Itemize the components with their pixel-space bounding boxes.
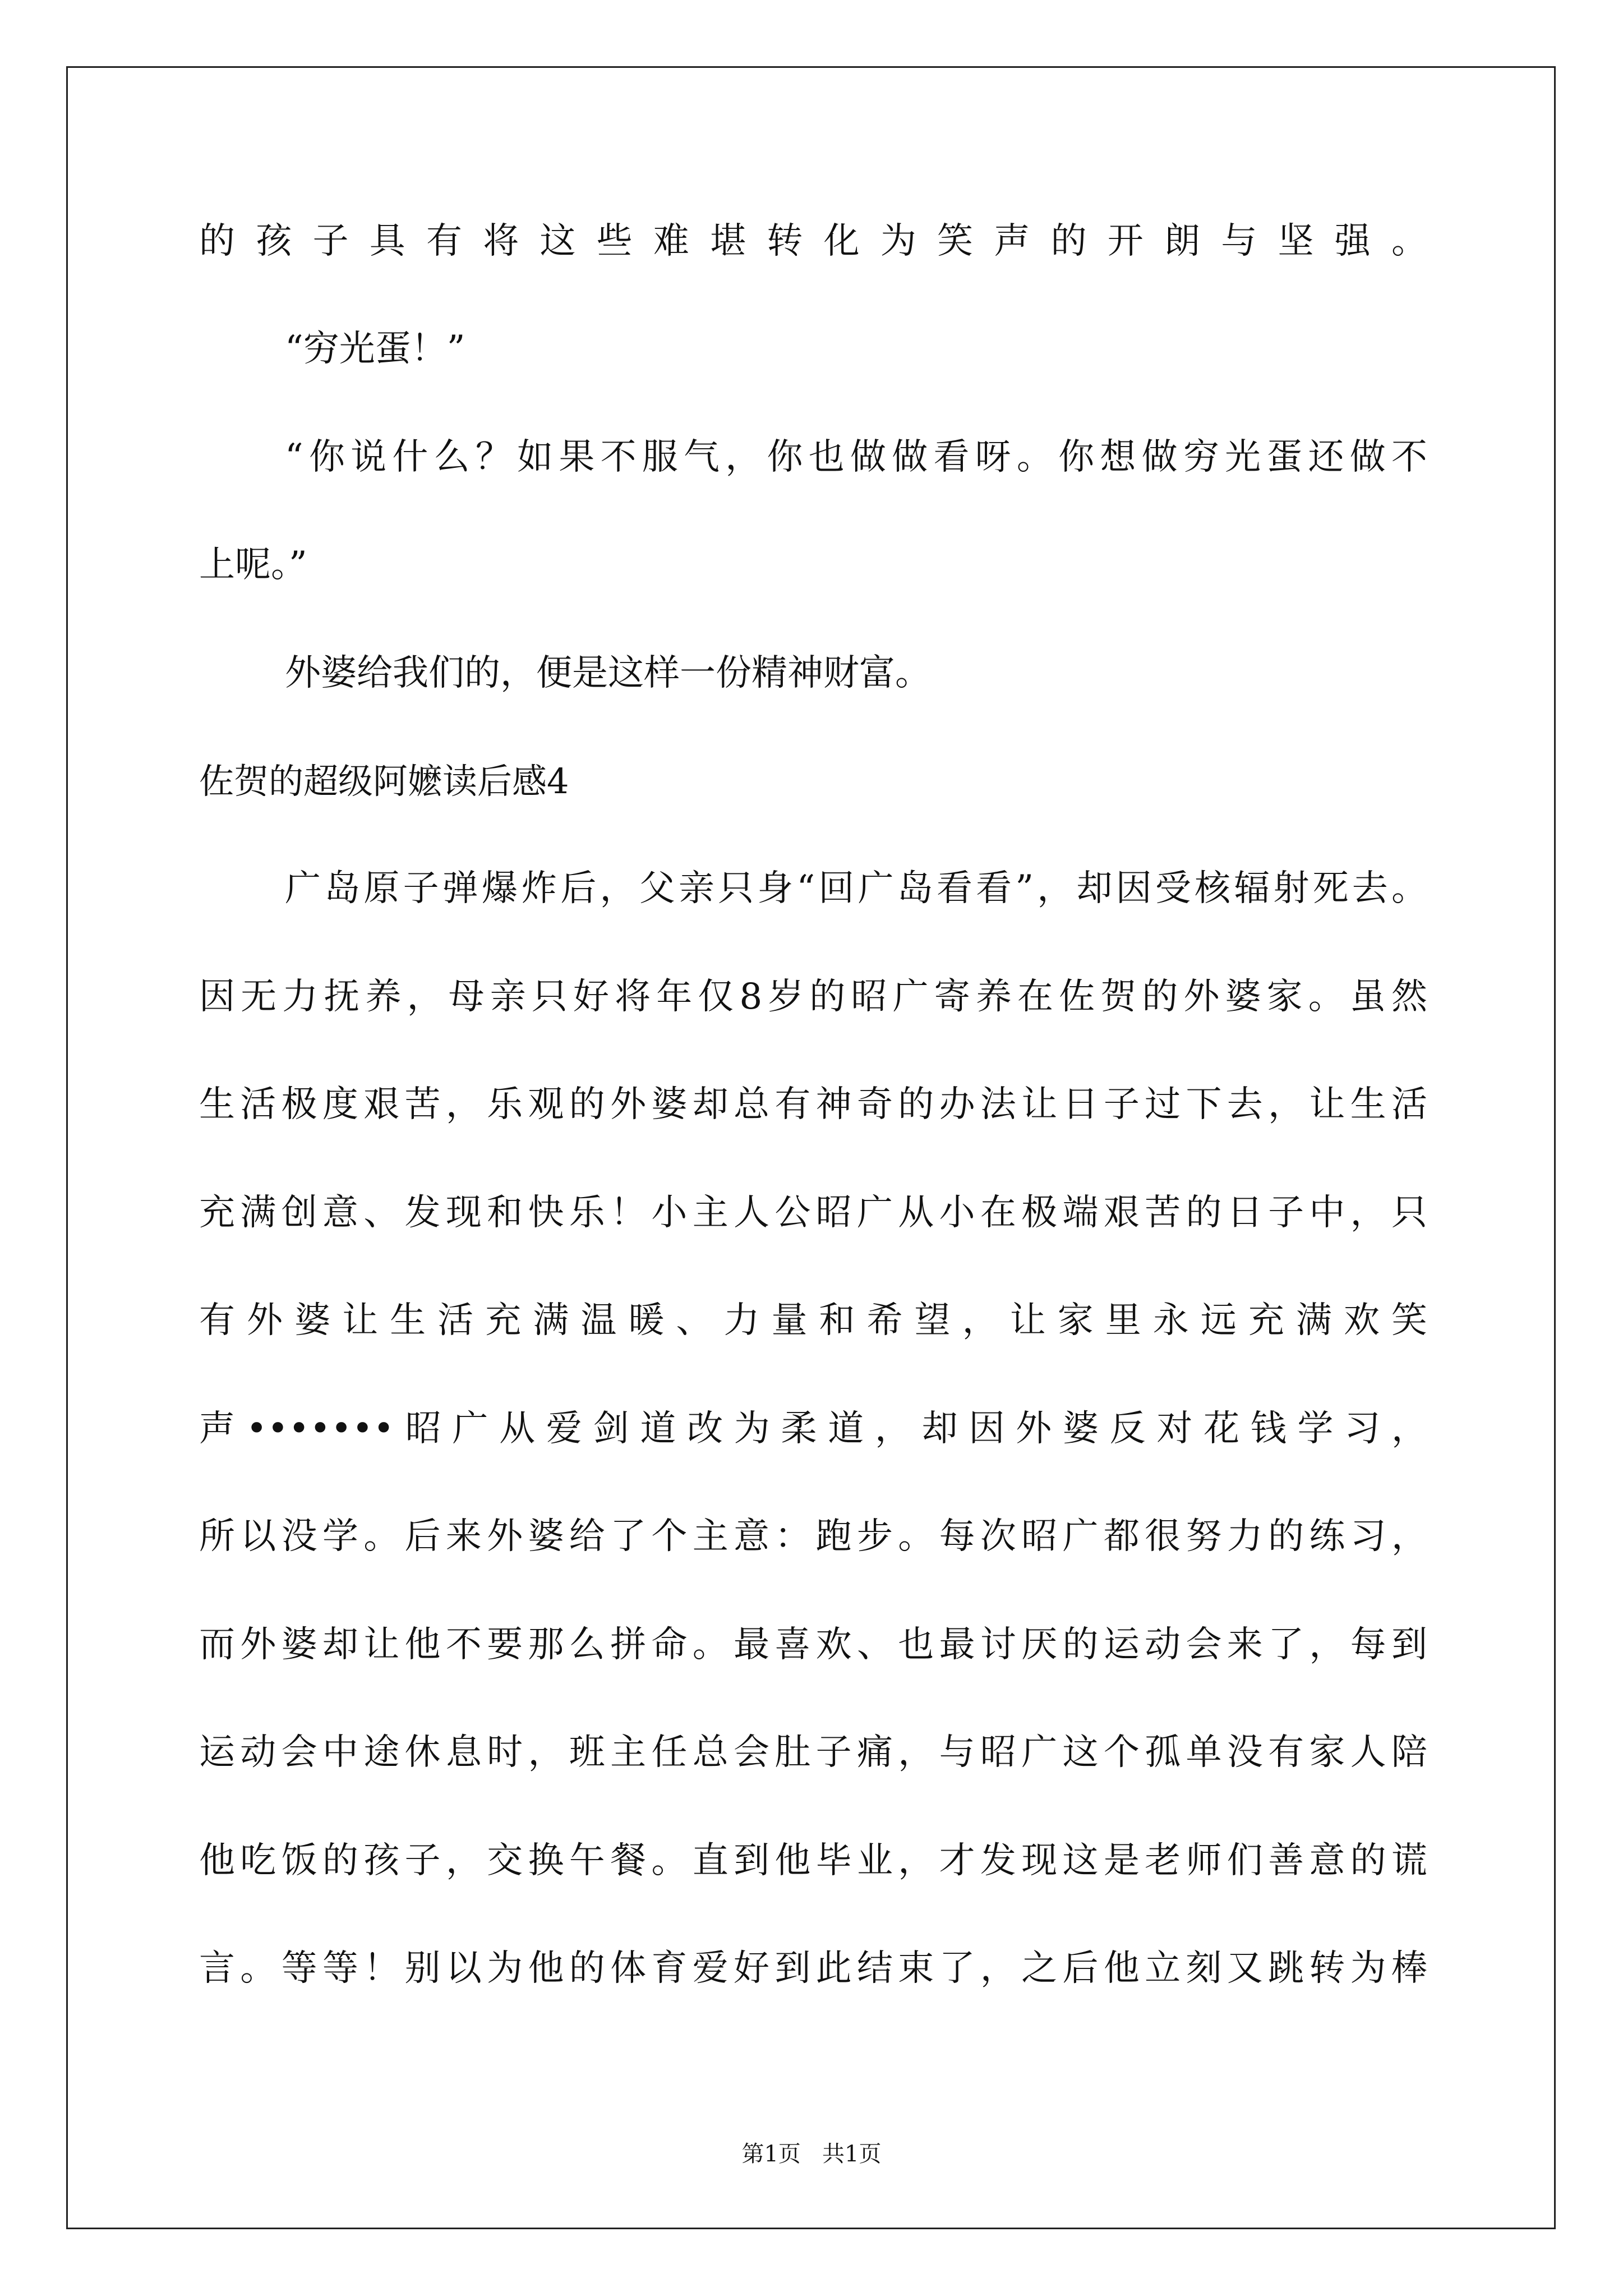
text-line: “你说什么？如果不服气，你也做做看呀。你想做穷光蛋还做不: [285, 436, 1427, 478]
text-line: 而外婆却让他不要那么拼命。最喜欢、也最讨厌的运动会来了，每到: [199, 1624, 1427, 1665]
text-line: 运动会中途休息时，班主任总会肚子痛，与昭广这个孤单没有家人陪: [199, 1732, 1427, 1773]
text-line: 有外婆让生活充满温暖、力量和希望，让家里永远充满欢笑: [199, 1300, 1427, 1341]
text-line: 广岛原子弹爆炸后，父亲只身“回广岛看看”，却因受核辐射死去。: [285, 868, 1427, 909]
text-line: 所以没学。后来外婆给了个主意：跑步。每次昭广都很努力的练习，: [199, 1516, 1427, 1557]
text-line: 的孩子具有将这些难堪转化为笑声的开朗与坚强。: [199, 220, 1427, 262]
section-heading: 佐贺的超级阿嬷读后感4: [199, 761, 569, 802]
text-line: 生活极度艰苦，乐观的外婆却总有神奇的办法让日子过下去，让生活: [199, 1084, 1427, 1125]
text-line: 因无力抚养，母亲只好将年仅8岁的昭广寄养在佐贺的外婆家。虽然: [199, 976, 1427, 1018]
text-line: 上呢。”: [199, 544, 307, 586]
page-border: [66, 66, 1556, 2229]
text-line: 他吃饭的孩子，交换午餐。直到他毕业，才发现这是老师们善意的谎: [199, 1840, 1427, 1881]
text-line: 外婆给我们的，便是这样一份精神财富。: [285, 652, 931, 694]
text-line: 声•••••••昭广从爱剑道改为柔道，却因外婆反对花钱学习，: [199, 1408, 1427, 1450]
page-number-footer: 第1页 共1页: [741, 2141, 882, 2167]
text-line: 充满创意、发现和快乐！小主人公昭广从小在极端艰苦的日子中，只: [199, 1192, 1427, 1234]
text-line: 言。等等！别以为他的体育爱好到此结束了，之后他立刻又跳转为棒: [199, 1948, 1427, 1989]
text-line: “穷光蛋！”: [285, 328, 465, 370]
